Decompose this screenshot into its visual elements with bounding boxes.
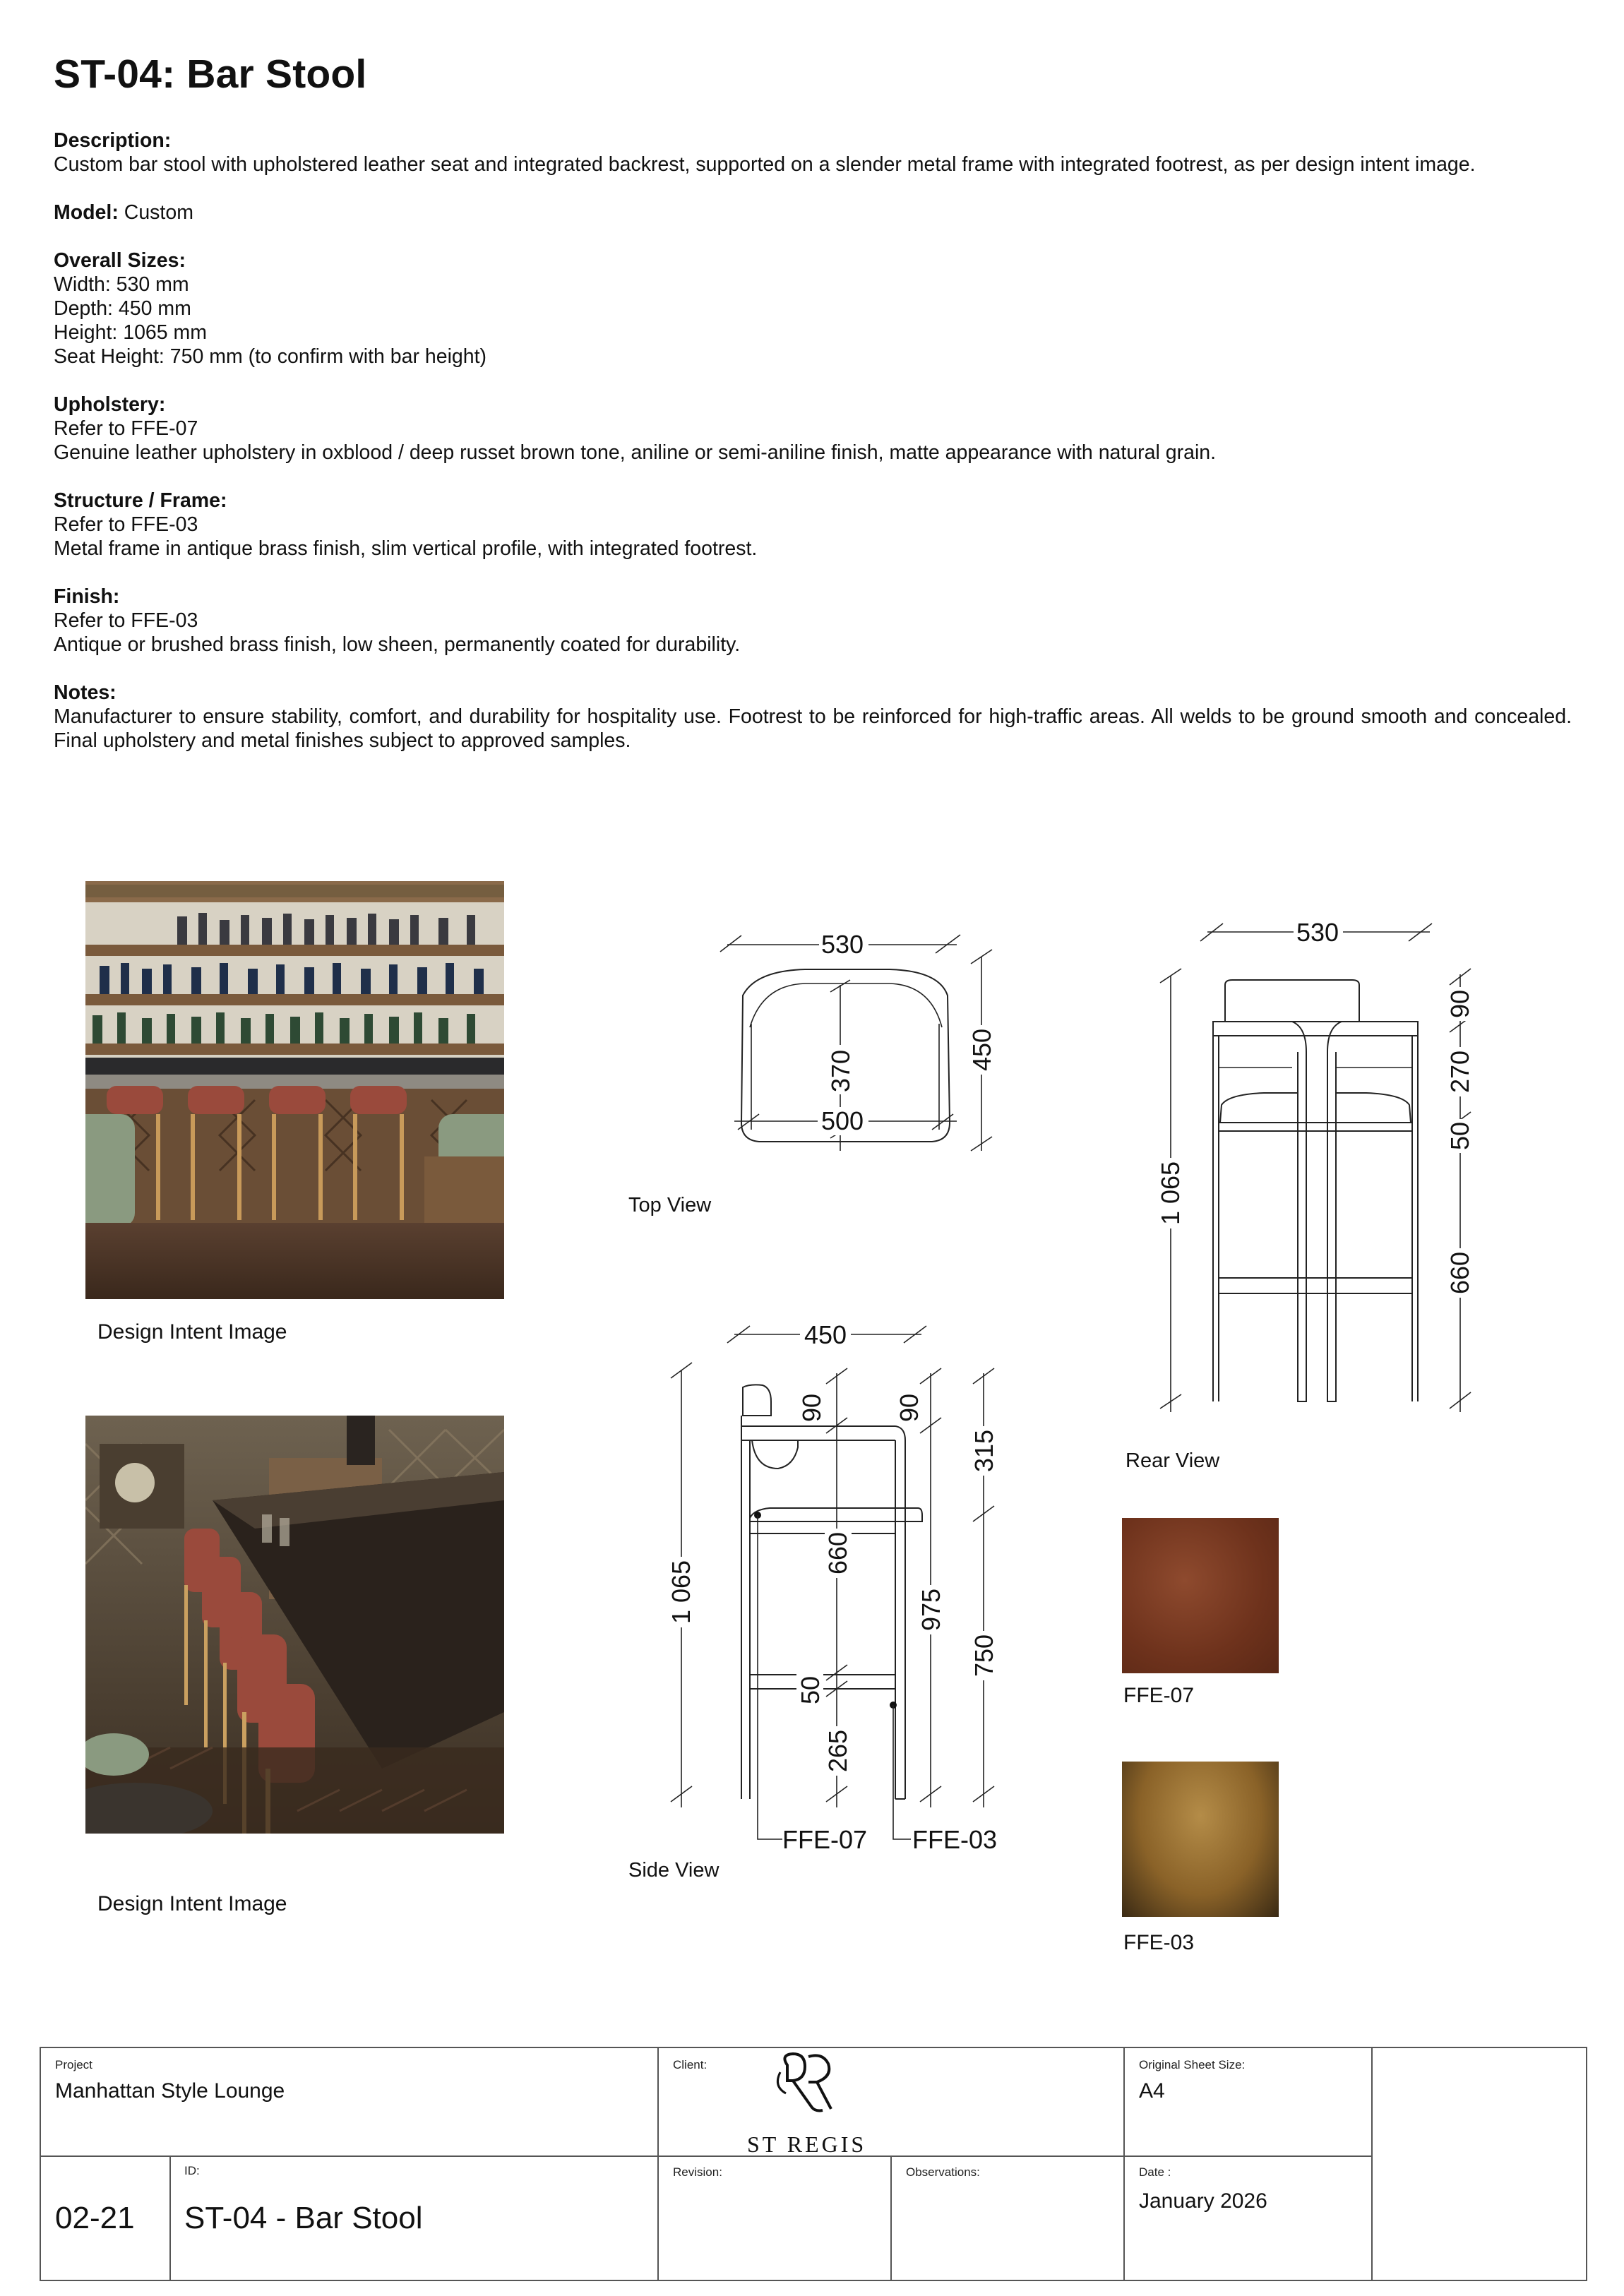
label-rear-view: Rear View [1126,1449,1220,1472]
date-label: Date : [1139,2165,1171,2179]
swatch-ffe-03 [1122,1762,1279,1917]
dim-side-height: 1 065 [667,1560,695,1625]
dim-side-width: 450 [804,1320,847,1349]
swatch-ffe-07 [1122,1518,1279,1673]
structure-ref: Refer to FFE-03 [54,513,198,536]
structure-text: Metal frame in antique brass finish, slim vertical profile, with integrated footrest. [54,537,758,560]
upholstery-text: Genuine leather upholstery in oxblood / deep russet brown tone, aniline or semi-aniline finish, matte appearance with natural grain. [54,441,1217,464]
label-side-view: Side View [628,1859,720,1882]
dim-top-front: 500 [820,1106,864,1135]
sheet-size: A4 [1139,2079,1165,2103]
dim-side-50: 50 [796,1675,825,1705]
sheet-number: 02-21 [55,2201,135,2235]
size-height: Height: 1065 mm [54,321,208,344]
dim-rear-660: 660 [1445,1251,1474,1295]
project-name: Manhattan Style Lounge [55,2079,285,2103]
notes-label: Notes: [54,681,117,704]
dim-side-90b: 90 [895,1393,924,1423]
dim-rear-height: 1 065 [1156,1161,1185,1226]
swatch-label-ffe-07: FFE-07 [1123,1684,1195,1707]
project-label: Project [55,2058,92,2071]
observations-label: Observations: [906,2165,980,2179]
dim-side-90a: 90 [797,1393,826,1423]
finish-ref: Refer to FFE-03 [54,609,198,632]
upholstery-ref: Refer to FFE-07 [54,417,198,440]
dim-side-315: 315 [969,1429,998,1473]
page-title: ST-04: Bar Stool [54,52,367,97]
size-seat-height: Seat Height: 750 mm (to confirm with bar height) [54,345,487,368]
drawing-id: ST-04 - Bar Stool [184,2201,423,2235]
dim-side-750: 750 [969,1634,998,1678]
side-view-drawing [667,1320,998,1854]
dim-side-265: 265 [823,1729,852,1773]
sizes-label: Overall Sizes: [54,249,186,272]
notes-text: Manufacturer to ensure stability, comfort, and durability for hospitality use. Footrest to be reinforced for high-traffic areas. All welds to be ground smooth and concealed. Final upholstery and metal finishes subject to approved samples. [54,705,1572,752]
revision-label: Revision: [673,2165,722,2179]
upholstery-label: Upholstery: [54,393,166,416]
sheet-size-label: Original Sheet Size: [1139,2058,1246,2071]
size-width: Width: 530 mm [54,273,189,296]
client-label: Client: [673,2058,707,2071]
id-label: ID: [184,2164,200,2177]
title-block [40,2047,1587,2281]
dim-side-975: 975 [917,1588,945,1632]
size-depth: Depth: 450 mm [54,297,191,320]
finish-text: Antique or brushed brass finish, low sheen, permanently coated for durability. [54,633,741,656]
dim-rear-270: 270 [1445,1050,1474,1094]
dim-top-inner: 370 [826,1049,855,1093]
dim-top-width: 530 [820,930,864,959]
model-value: Custom [118,201,193,224]
ref-ffe-07: FFE-07 [782,1825,868,1854]
model-label: Model: [54,201,119,224]
caption-design-intent-2: Design Intent Image [97,1892,287,1915]
label-top-view: Top View [628,1194,712,1216]
dim-rear-width: 530 [1296,918,1339,947]
description-text: Custom bar stool with upholstered leather seat and integrated backrest, supported on a slender metal frame with integrated footrest, as per design intent image. [54,153,1476,176]
dim-top-depth: 450 [967,1028,996,1072]
rear-view-drawing [1156,918,1474,1412]
client-logo-wordmark: ST REGIS [747,2131,867,2157]
caption-design-intent-1: Design Intent Image [97,1320,287,1344]
dim-side-660: 660 [823,1531,852,1575]
ref-ffe-03: FFE-03 [912,1825,998,1854]
date-value: January 2026 [1139,2189,1267,2213]
swatch-label-ffe-03: FFE-03 [1123,1931,1195,1954]
dim-rear-50: 50 [1445,1121,1474,1151]
structure-label: Structure / Frame: [54,489,227,512]
finish-label: Finish: [54,585,120,608]
description-label: Description: [54,129,172,152]
top-view-drawing [720,928,996,1151]
dim-rear-90: 90 [1445,989,1474,1019]
